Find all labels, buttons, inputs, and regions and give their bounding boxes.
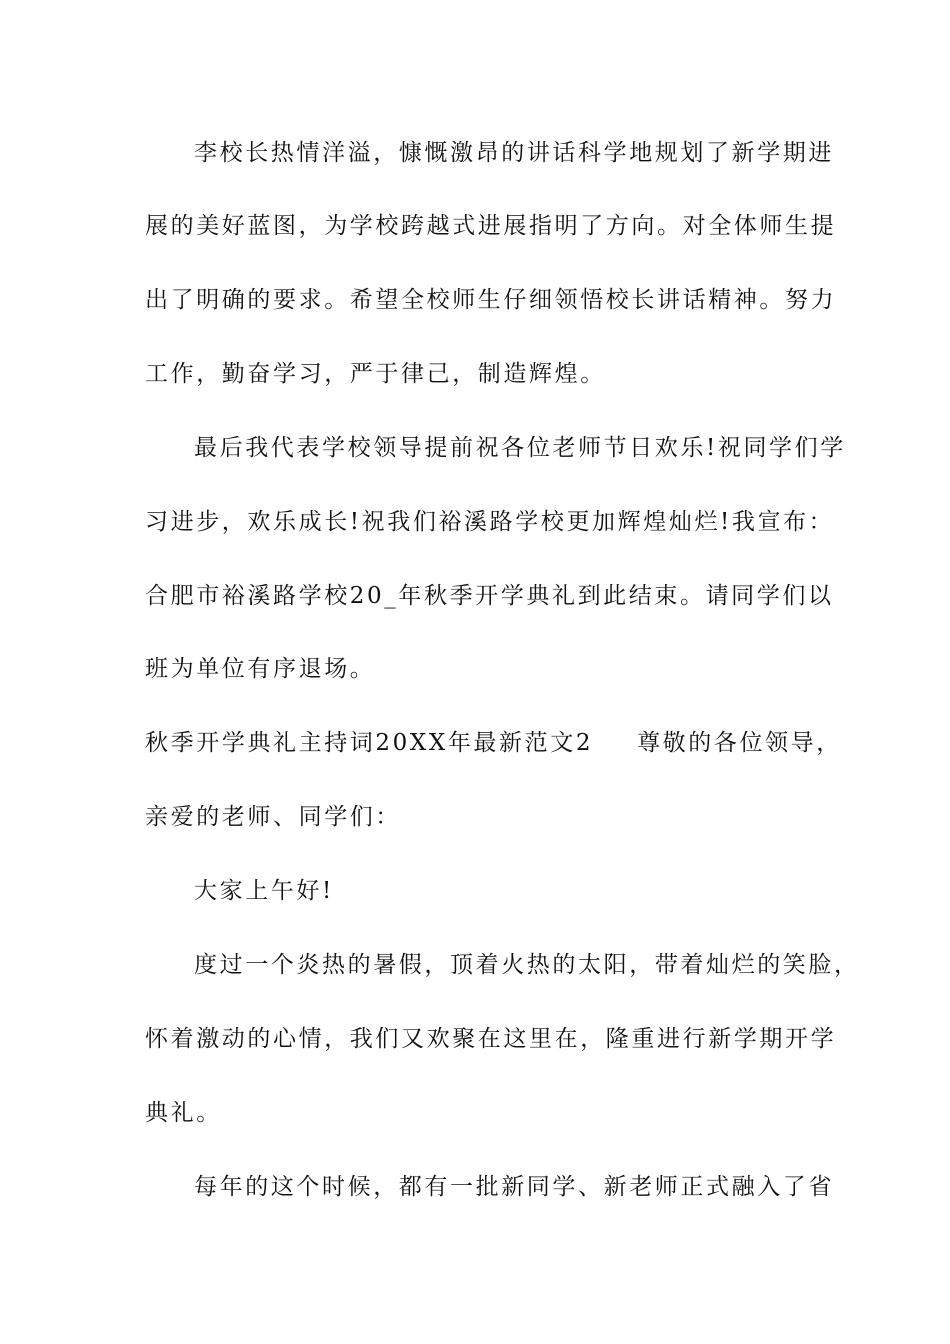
paragraph-line: 展的美好蓝图，为学校跨越式进展指明了方向。对全体师生提 bbox=[145, 213, 837, 239]
paragraph-line: 合肥市裕溪路学校20_年秋季开学典礼到此结束。请同学们以 bbox=[145, 583, 834, 609]
paragraph-line: 每年的这个时候，都有一批新同学、新老师正式融入了省 bbox=[194, 1174, 834, 1200]
paragraph-line: 李校长热情洋溢，慷慨激昂的讲话科学地规划了新学期进 bbox=[194, 140, 834, 166]
paragraph-line: 习进步，欢乐成长!祝我们裕溪路学校更加辉煌灿烂!我宣布： bbox=[145, 509, 835, 535]
paragraph-line: 出了明确的要求。希望全校师生仔细领悟校长讲话精神。努力 bbox=[145, 287, 837, 313]
section-title: 秋季开学典礼主持词20XX年最新范文2 bbox=[145, 730, 594, 756]
paragraph-line: 班为单位有序退场。 bbox=[145, 656, 376, 682]
section-title-line bbox=[145, 728, 842, 758]
paragraph-line: 最后我代表学校领导提前祝各位老师节日欢乐!祝同学们学 bbox=[194, 435, 846, 461]
paragraph-line: 典礼。 bbox=[145, 1100, 222, 1126]
paragraph-line: 亲爱的老师、同学们： bbox=[145, 804, 401, 830]
salutation-start: 尊敬的各位领导， bbox=[637, 730, 842, 756]
greeting-line: 大家上午好! bbox=[194, 878, 334, 904]
paragraph-line: 度过一个炎热的暑假，顶着火热的太阳，带着灿烂的笑脸， bbox=[194, 952, 860, 978]
paragraph-line: 怀着激动的心情，我们又欢聚在这里在，隆重进行新学期开学 bbox=[145, 1026, 837, 1052]
paragraph-line: 工作，勤奋学习，严于律己，制造辉煌。 bbox=[145, 361, 606, 387]
